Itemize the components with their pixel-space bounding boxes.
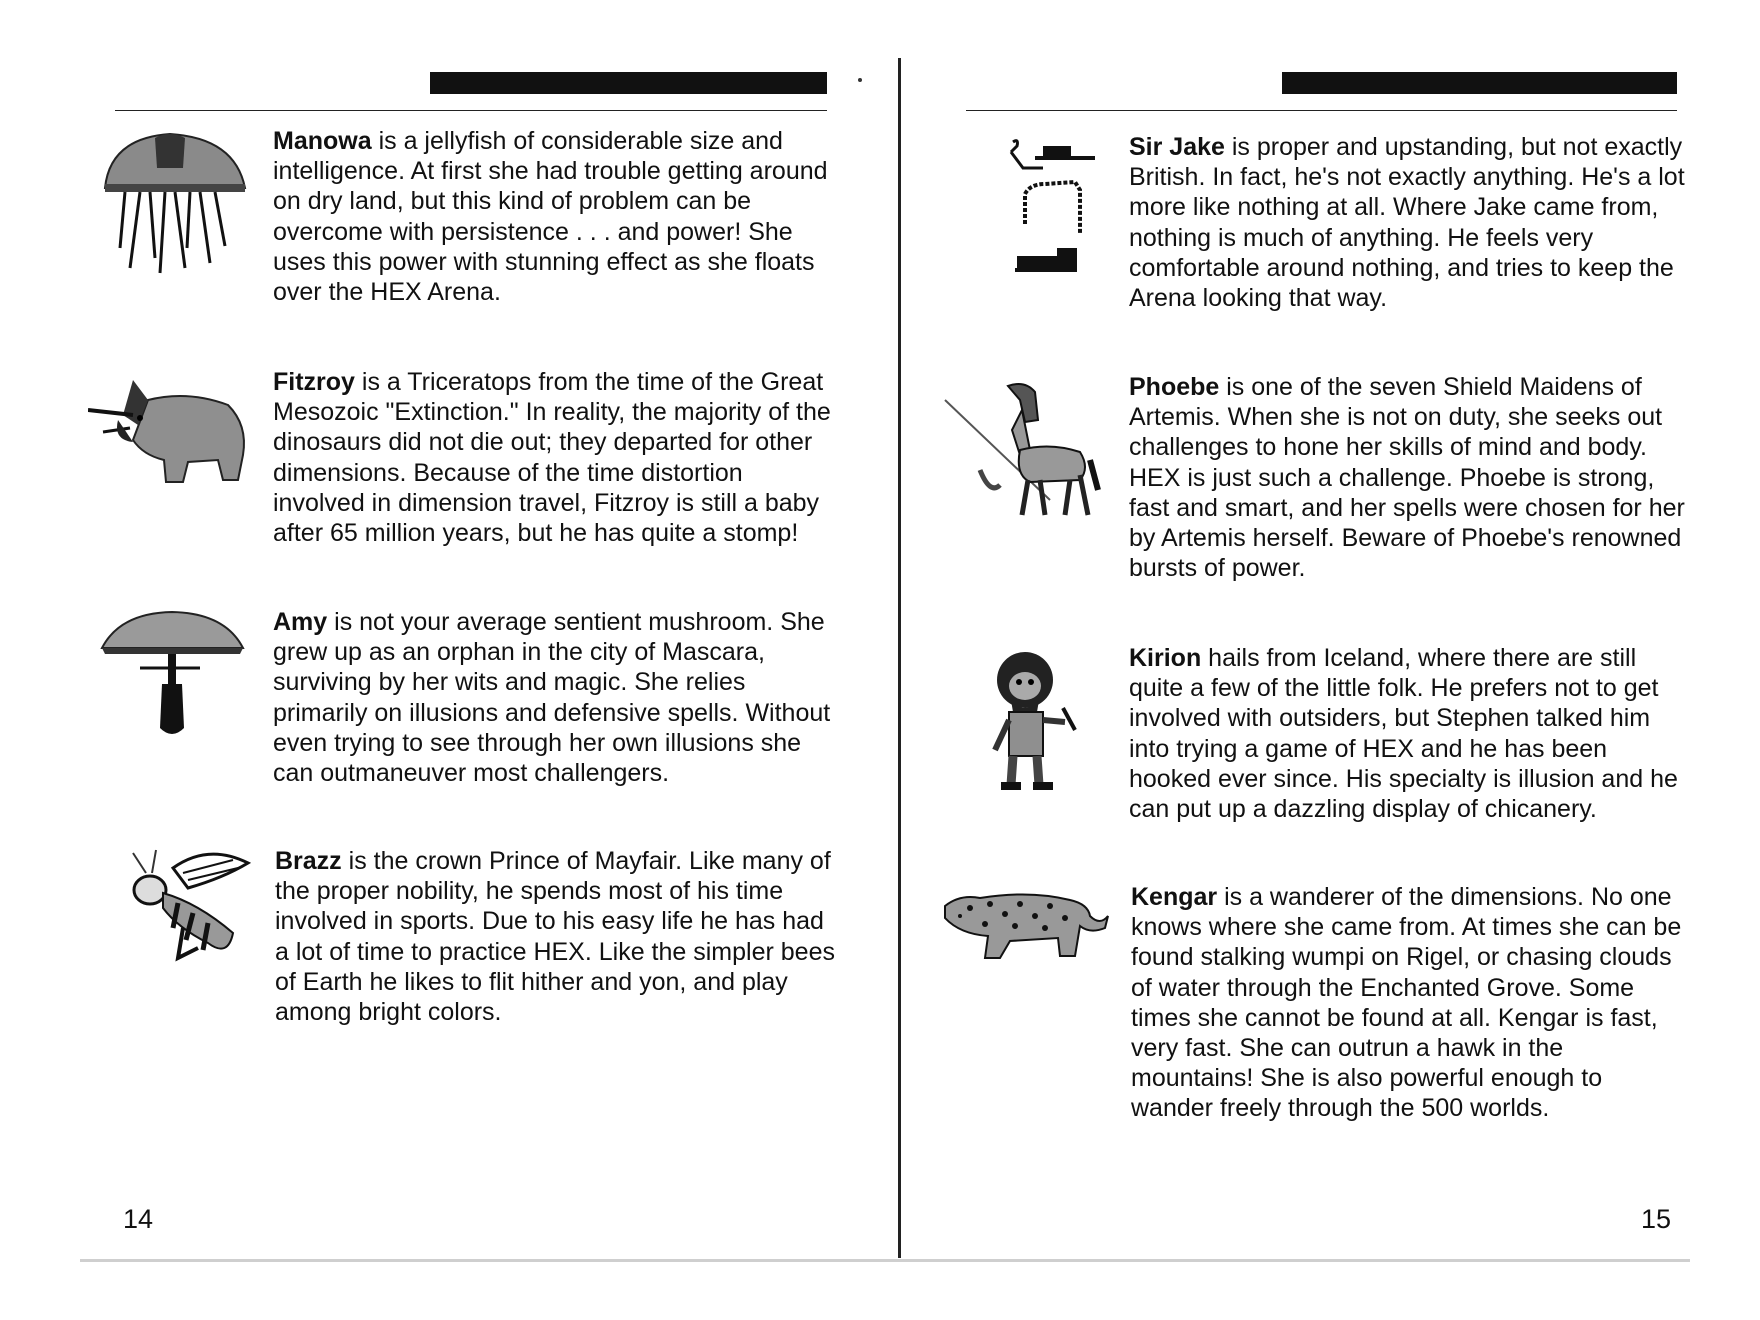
character-description: is a Triceratops from the time of the Great Mesozoic "Extinction." In reality, the majority of the dinosaurs did not die out; they departed for other dimensions. Because of the time distortion involved in dimension travel, Fitzroy is still a baby after 65 million years, but he has quite a stomp! <box>273 368 831 548</box>
character-name: Amy <box>273 608 328 636</box>
right-page <box>900 0 1760 1320</box>
character-entry-kirion <box>1129 643 1689 824</box>
header-bar-left <box>430 72 827 94</box>
mushroom-icon <box>100 608 245 738</box>
centaur-icon <box>940 380 1120 520</box>
bee-icon <box>128 848 258 978</box>
character-description: is not your average sentient mushroom. She grew up as an orphan in the city of Mascara, surviving by her wits and magic. She relies primarily on illusions and defensive spells. Without even trying to see through her own illusions she can outmaneuver most challengers. <box>273 608 831 788</box>
character-name: Sir Jake <box>1129 133 1225 161</box>
character-name: Kirion <box>1129 644 1202 672</box>
character-entry-amy <box>273 607 833 788</box>
troll-icon <box>985 650 1095 795</box>
character-name: Phoebe <box>1129 373 1220 401</box>
page-number-left: 14 <box>123 1204 154 1234</box>
page-number-right: 15 <box>1641 1204 1672 1234</box>
character-name: Kengar <box>1131 883 1218 911</box>
character-entry-brazz <box>275 846 835 1027</box>
character-entry-fitzroy <box>273 367 833 548</box>
header-rule-right <box>966 110 1677 111</box>
character-entry-manowa <box>273 126 833 307</box>
invisible-man-icon <box>1005 134 1105 284</box>
character-entry-phoebe <box>1129 372 1689 583</box>
character-description: is a jellyfish of considerable size and intelligence. At first she had trouble getting around on dry land, but this kind of problem can be overcome with persistence . . . and power! She uses this power with stunning effect as she floats over the HEX Arena. <box>273 127 828 307</box>
character-name: Brazz <box>275 847 342 875</box>
leopard-icon <box>940 886 1110 966</box>
character-description: is one of the seven Shield Maidens of Artemis. When she is not on duty, she seeks out challenges to hone her skills of mind and body. HEX is just such a challenge. Phoebe is strong, fast and smart, and her spells were chosen for her by Artemis herself. Beware of Phoebe's renowned bursts of power. <box>1129 373 1685 583</box>
header-bar-right <box>1282 72 1677 94</box>
character-description: is a wanderer of the dimensions. No one knows where she came from. At times she can be found stalking wumpi on Rigel, or chasing clouds of water through the Enchanted Grove. Some times she cannot be found at all. Kengar is fast, very fast. She can outrun a hawk in the mountains! She is also powerful enough to wander freely through the 500 worlds. <box>1131 883 1682 1123</box>
character-description: hails from Iceland, where there are still quite a few of the little folk. He prefers not to get involved with outsiders, but Stephen talked him into trying a game of HEX and he has been hooked ever since. His specialty is illusion and he can put up a dazzling display of chicanery. <box>1129 644 1678 824</box>
triceratops-icon <box>88 370 253 485</box>
character-entry-sir-jake <box>1129 132 1689 313</box>
character-description: is the crown Prince of Mayfair. Like many of the proper nobility, he spends most of his time involved in sports. Due to his easy life he has had a lot of time to practice HEX. Like the simpler bees of Earth he likes to flit hither and yon, and play among bright colors. <box>275 847 835 1027</box>
character-entry-kengar <box>1131 882 1691 1124</box>
jellyfish-icon <box>95 128 255 278</box>
character-name: Fitzroy <box>273 368 355 396</box>
character-description: is proper and upstanding, but not exactly British. In fact, he's not exactly anything. He's a lot more like nothing at all. Where Jake came from, nothing is much of anything. He feels very comfortable around nothing, and tries to keep the Arena looking that way. <box>1129 133 1685 313</box>
character-name: Manowa <box>273 127 372 155</box>
header-rule-left <box>115 110 827 111</box>
